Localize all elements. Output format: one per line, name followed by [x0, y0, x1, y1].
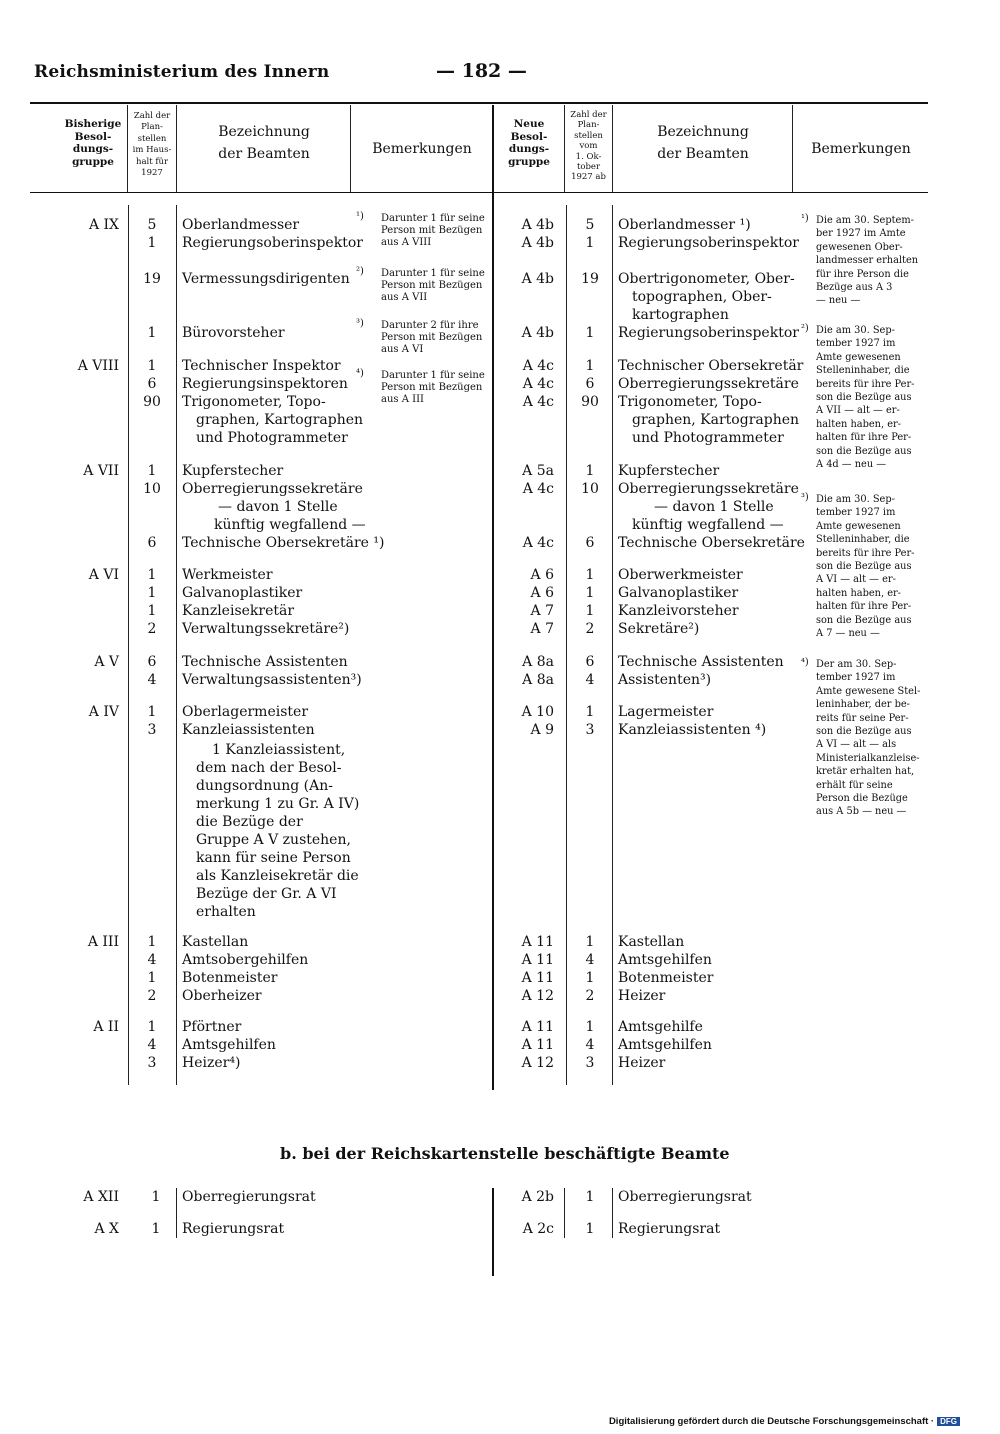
footer [609, 1416, 960, 1427]
new-group: A 11 [521, 952, 554, 968]
divider [127, 105, 128, 192]
page-number: — 182 — [436, 60, 527, 82]
divider [564, 1188, 565, 1238]
new-count: 1 [585, 603, 595, 619]
old-count: 1 [147, 585, 157, 601]
old-count: 19 [143, 271, 161, 287]
old-count: 3 [147, 1055, 157, 1071]
old-name: Oberregierungssekretäre [182, 481, 363, 497]
old-name: Pförtner [182, 1019, 242, 1035]
header-old-group: gruppe [72, 155, 114, 168]
old-group: A V [94, 654, 119, 670]
new-group: A 9 [530, 722, 554, 738]
new-count: 1 [585, 1019, 595, 1035]
divider [176, 205, 177, 1085]
new-count: 1 [585, 970, 595, 986]
new-name: kartographen [632, 307, 729, 323]
header-old-count: halt für [135, 156, 169, 167]
remark-left-mark: ⁴) [356, 368, 364, 379]
new-name: Regierungsoberinspektor [618, 235, 799, 251]
new-count: 3 [585, 1055, 595, 1071]
old-count: 1 [147, 603, 157, 619]
remark-right-line: A VII — alt — er- [816, 405, 900, 417]
new-name: Oberregierungssekretäre [618, 481, 799, 497]
old-count: 1 [147, 934, 157, 950]
new-group: A 2b [521, 1189, 554, 1205]
old-count: 1 [147, 1019, 157, 1035]
old-group: A IV [88, 704, 119, 720]
remark-left-line: Person mit Bezügen [381, 382, 483, 394]
new-name: Assistenten³) [618, 672, 712, 688]
old-count: 2 [147, 988, 157, 1004]
new-name: Oberwerkmeister [618, 567, 743, 583]
remark-right-line: — neu — [816, 295, 861, 307]
old-name: Trigonometer, Topo- [182, 394, 326, 410]
new-group: A 11 [521, 1037, 554, 1053]
old-name: Regierungsrat [182, 1221, 285, 1237]
new-group: A 11 [521, 970, 554, 986]
old-name: Oberheizer [182, 988, 262, 1004]
header-old-count: stellen [137, 133, 167, 144]
remark-left-line: Darunter 2 für ihre [381, 320, 479, 331]
old-name: und Photogrammeter [196, 430, 348, 446]
header-new-count: Plan- [577, 120, 600, 131]
remark-right-line: Die am 30. Sep- [816, 325, 895, 336]
old-name: dem nach der Besol- [196, 760, 342, 776]
new-count: 1 [585, 704, 595, 720]
new-group: A 10 [521, 704, 554, 720]
old-name: die Bezüge der [196, 814, 303, 830]
old-name: kann für seine Person [196, 850, 351, 866]
header-old-group: dungs- [72, 143, 114, 155]
old-name: Kupferstecher [182, 463, 284, 479]
remark-right-line: bereits für ihre Per- [816, 547, 915, 559]
old-name: künftig wegfallend — [214, 517, 366, 533]
old-group: A II [93, 1019, 119, 1035]
old-group: A X [94, 1221, 119, 1237]
new-group: A 8a [522, 672, 554, 688]
remark-right-line: Stelleninhaber, die [816, 365, 910, 377]
new-name: Regierungsoberinspektor [618, 325, 799, 341]
remark-left-line: Darunter 1 für seine [381, 370, 485, 381]
new-count: 90 [581, 394, 599, 410]
remark-right-line: Ministerialkanzleise- [816, 752, 920, 764]
new-group: A 4b [521, 217, 554, 233]
remark-right-line: son die Bezüge aus [816, 561, 912, 572]
new-group: A 2c [522, 1221, 554, 1237]
remark-left-line: aus A VIII [381, 237, 432, 249]
new-group: A 4c [522, 358, 554, 374]
remark-right-line: Amte gewesenen [816, 520, 901, 532]
old-group: A VII [83, 463, 119, 479]
remark-right-line: A VI — alt — er- [816, 574, 896, 586]
remark-left-line: Person mit Bezügen [381, 332, 483, 344]
new-name: Regierungsrat [618, 1221, 721, 1237]
old-group: A VI [88, 567, 119, 583]
new-group: A 4b [521, 235, 554, 251]
remark-right-line: halten für ihre Per- [816, 432, 912, 444]
new-name: Amtsgehilfen [618, 952, 712, 968]
remark-right-line: Die am 30. Sep- [816, 494, 895, 505]
remark-right-line: tember 1927 im [816, 507, 896, 519]
new-count: 1 [585, 463, 595, 479]
new-group: A 4b [521, 325, 554, 341]
new-group: A 5a [522, 463, 554, 479]
new-count: 6 [585, 654, 595, 670]
header-name-left: Bezeichnung [218, 124, 310, 140]
new-group: A 11 [521, 1019, 554, 1035]
center-divider [492, 105, 494, 1090]
old-name: Technische Obersekretäre ¹) [182, 535, 385, 551]
old-count: 6 [147, 535, 157, 551]
divider [612, 205, 613, 1085]
header-old-count: Plan- [141, 122, 163, 133]
divider [612, 105, 613, 192]
remark-right-line: Die am 30. Septem- [816, 215, 914, 226]
header-old-count: 1927 [141, 168, 163, 178]
divider [612, 1188, 613, 1238]
old-count: 5 [147, 217, 157, 233]
old-group: A VIII [77, 358, 119, 374]
new-name: Kastellan [618, 934, 685, 950]
old-count: 6 [147, 376, 157, 392]
center-divider [492, 1188, 494, 1276]
new-group: A 4c [522, 376, 554, 392]
header-new-count: tober [576, 162, 601, 172]
old-count: 1 [147, 970, 157, 986]
new-name: Kanzleivorsteher [618, 603, 739, 619]
old-name: dungsordnung (An- [196, 778, 334, 794]
new-group: A 4b [521, 271, 554, 287]
new-name: Trigonometer, Topo- [618, 394, 762, 410]
new-group: A 6 [530, 585, 554, 601]
header-new-count: Zahl der [570, 110, 607, 120]
old-count: 4 [147, 1037, 157, 1053]
new-name: Galvanoplastiker [618, 585, 739, 601]
header-remarks-left: Bemerkungen [372, 141, 472, 157]
new-group: A 6 [530, 567, 554, 583]
new-group: A 7 [530, 603, 554, 619]
remark-right-line: bereits für ihre Per- [816, 378, 915, 390]
new-group: A 4c [522, 535, 554, 551]
header-new-count: 1. Ok- [575, 151, 602, 162]
new-name: und Photogrammeter [632, 430, 784, 446]
old-name: Technischer Inspektor [182, 358, 341, 374]
remark-right-line: halten haben, er- [816, 587, 901, 599]
remark-right-line: Bezüge aus A 3 [816, 282, 893, 293]
new-count: 19 [581, 271, 599, 287]
new-count: 1 [585, 585, 595, 601]
divider [176, 105, 177, 192]
old-name: Oberlandmesser [182, 217, 300, 233]
new-group: A 4c [522, 394, 554, 410]
remark-right-line: halten für ihre Per- [816, 601, 912, 613]
new-count: 1 [585, 358, 595, 374]
old-count: 1 [151, 1189, 161, 1205]
old-name: Bürovorsteher [182, 325, 285, 341]
old-name: als Kanzleisekretär die [196, 868, 359, 884]
remark-right-line: son die Bezüge aus [816, 445, 912, 457]
old-name: Botenmeister [182, 970, 278, 986]
remark-right-line: son die Bezüge aus [816, 726, 912, 737]
remark-left-mark: ²) [356, 266, 364, 277]
new-group: A 12 [521, 988, 554, 1004]
remark-right-line: erhält für seine [816, 779, 893, 791]
divider [792, 105, 793, 192]
old-name: 1 Kanzleiassistent, [212, 742, 346, 758]
old-count: 3 [147, 722, 157, 738]
header-name-left: der Beamten [218, 146, 310, 162]
remark-left-mark: ¹) [356, 211, 364, 222]
remark-right-mark: ²) [801, 323, 809, 334]
new-name: Obertrigonometer, Ober- [618, 271, 795, 287]
remark-right-line: A 4d — neu — [816, 459, 887, 470]
old-name: graphen, Kartographen [196, 412, 364, 428]
old-name: Regierungsoberinspektor [182, 235, 363, 251]
new-count: 3 [585, 722, 595, 738]
new-name: Amtsgehilfe [618, 1019, 703, 1035]
old-name: Kastellan [182, 934, 249, 950]
new-count: 4 [585, 672, 595, 688]
new-count: 1 [585, 934, 595, 950]
new-name: Oberregierungssekretäre [618, 376, 799, 392]
section-b-title: b. bei der Reichskartenstelle beschäftigte Beamte [280, 1144, 730, 1163]
divider [176, 1188, 177, 1238]
header-new-count: stellen [574, 130, 603, 141]
old-count: 1 [147, 463, 157, 479]
divider [566, 205, 567, 1085]
old-name: Galvanoplastiker [182, 585, 303, 601]
remark-right-line: tember 1927 im [816, 338, 896, 350]
remark-right-line: für ihre Person die [816, 268, 909, 280]
remark-left-line: Darunter 1 für seine [381, 213, 485, 224]
new-name: topographen, Ober- [632, 289, 772, 305]
remark-right-line: reits für seine Per- [816, 712, 909, 724]
remark-left-line: aus A VII [381, 292, 428, 304]
new-count: 1 [585, 235, 595, 251]
new-name: Lagermeister [618, 704, 714, 720]
remark-right-line: gewesenen Ober- [816, 241, 903, 253]
old-name: Regierungsinspektoren [182, 376, 348, 392]
remark-left-line: aus A VI [381, 344, 424, 356]
divider [350, 105, 351, 192]
remark-right-line: A VI — alt — als [816, 739, 897, 751]
remark-right-line: ber 1927 im Amte [816, 228, 906, 240]
header-new-count: vom [579, 141, 598, 152]
old-name: Vermessungsdirigenten [182, 271, 350, 287]
header-old-group: Bisherige [64, 118, 122, 130]
header-old-count: Zahl der [133, 111, 171, 121]
remark-right-line: Person die Bezüge [816, 793, 908, 804]
header-rule [30, 192, 928, 193]
old-name: Verwaltungssekretäre²) [182, 621, 350, 637]
old-name: Oberlagermeister [182, 704, 309, 720]
remark-right-line: tember 1927 im [816, 672, 896, 684]
old-name: Amtsgehilfen [182, 1037, 276, 1053]
remark-right-mark: ³) [801, 492, 809, 503]
old-name: erhalten [196, 904, 256, 920]
new-group: A 7 [530, 621, 554, 637]
old-group: A IX [88, 217, 119, 233]
new-name: Sekretäre²) [618, 621, 700, 637]
old-name: merkung 1 zu Gr. A IV) [196, 796, 360, 812]
new-group: A 4c [522, 481, 554, 497]
new-count: 4 [585, 952, 595, 968]
old-group: A XII [83, 1189, 119, 1205]
old-name: Verwaltungsassistenten³) [182, 672, 362, 688]
old-name: Heizer⁴) [182, 1055, 241, 1071]
old-name: Werkmeister [182, 567, 273, 583]
new-name: Botenmeister [618, 970, 714, 986]
header-new-count: 1927 ab [571, 172, 606, 183]
new-group: A 12 [521, 1055, 554, 1071]
old-count: 2 [147, 621, 157, 637]
new-count: 6 [585, 376, 595, 392]
old-count: 1 [151, 1221, 161, 1237]
old-count: 6 [147, 654, 157, 670]
old-name: Amtsobergehilfen [182, 952, 309, 968]
new-count: 2 [585, 621, 595, 637]
old-count: 1 [147, 235, 157, 251]
remark-right-line: Amte gewesenen [816, 351, 901, 363]
remark-right-mark: ¹) [801, 213, 809, 224]
new-count: 10 [581, 481, 599, 497]
old-name: Gruppe A V zustehen, [196, 832, 351, 848]
old-count: 1 [147, 358, 157, 374]
new-name: Oberlandmesser ¹) [618, 217, 751, 233]
old-count: 4 [147, 672, 157, 688]
page-title: Reichsministerium des Innern [34, 62, 330, 82]
new-name: graphen, Kartographen [632, 412, 800, 428]
remark-right-mark: ⁴) [801, 657, 809, 668]
new-name: Technische Assistenten [618, 654, 784, 670]
top-rule [30, 102, 928, 104]
new-name: — davon 1 Stelle [654, 499, 774, 515]
divider [128, 205, 129, 1085]
old-count: 10 [143, 481, 161, 497]
remark-left-line: aus A III [381, 394, 424, 406]
divider [564, 105, 565, 192]
header-old-count: im Haus- [132, 145, 172, 156]
header-new-group: dungs- [508, 143, 550, 155]
dfg-logo: DFG [937, 1417, 960, 1426]
remark-right-line: Der am 30. Sep- [816, 659, 897, 670]
new-name: Heizer [618, 988, 666, 1004]
remark-left-line: Person mit Bezügen [381, 225, 483, 237]
new-name: Technische Obersekretäre [618, 535, 805, 551]
new-name: Amtsgehilfen [618, 1037, 712, 1053]
new-count: 4 [585, 1037, 595, 1053]
remark-left-mark: ³) [356, 318, 364, 329]
new-count: 1 [585, 325, 595, 341]
old-count: 1 [147, 325, 157, 341]
new-count: 5 [585, 217, 595, 233]
remark-left-line: Darunter 1 für seine [381, 268, 485, 279]
old-count: 1 [147, 567, 157, 583]
header-name-right: der Beamten [657, 146, 749, 162]
remark-right-line: son die Bezüge aus [816, 392, 912, 403]
header-new-group: Neue [513, 118, 545, 130]
remark-right-line: A 7 — neu — [816, 628, 880, 639]
remark-left-line: Person mit Bezügen [381, 280, 483, 292]
remark-right-line: halten haben, er- [816, 418, 901, 430]
remark-right-line: Stelleninhaber, die [816, 534, 910, 546]
old-group: A III [87, 934, 119, 950]
old-count: 1 [147, 704, 157, 720]
old-name: Bezüge der Gr. A VI [196, 886, 337, 902]
header-remarks-right: Bemerkungen [811, 141, 911, 157]
header-name-right: Bezeichnung [657, 124, 749, 140]
new-name: Heizer [618, 1055, 666, 1071]
remark-right-line: kretär erhalten hat, [816, 766, 915, 778]
new-count: 1 [585, 1221, 595, 1237]
new-name: Kanzleiassistenten ⁴) [618, 722, 767, 738]
old-name: Kanzleisekretär [182, 603, 295, 619]
old-name: — davon 1 Stelle [218, 499, 338, 515]
new-name: Kupferstecher [618, 463, 720, 479]
remark-right-line: son die Bezüge aus [816, 614, 912, 626]
new-name: Technischer Obersekretär [618, 358, 804, 374]
remark-right-line: aus A 5b — neu — [816, 806, 907, 818]
old-name: Oberregierungsrat [182, 1189, 316, 1205]
remark-right-line: leninhaber, der be- [816, 699, 910, 711]
header-old-group: Besol- [74, 130, 112, 143]
old-name: Technische Assistenten [182, 654, 348, 670]
old-count: 90 [143, 394, 161, 410]
old-name: Kanzleiassistenten [182, 722, 315, 738]
old-count: 4 [147, 952, 157, 968]
footer-text: Digitalisierung gefördert durch die Deutsche Forschungsgemeinschaft · [608, 1416, 935, 1427]
new-group: A 8a [522, 654, 554, 670]
header-new-group: Besol- [510, 130, 548, 143]
new-count: 1 [585, 1189, 595, 1205]
new-count: 6 [585, 535, 595, 551]
new-name: Oberregierungsrat [618, 1189, 752, 1205]
new-group: A 11 [521, 934, 554, 950]
remark-right-line: landmesser erhalten [816, 255, 919, 267]
header-new-group: gruppe [508, 155, 550, 168]
remark-right-line: Amte gewesene Stel- [816, 685, 921, 697]
new-count: 1 [585, 567, 595, 583]
new-count: 2 [585, 988, 595, 1004]
new-name: künftig wegfallend — [632, 517, 784, 533]
